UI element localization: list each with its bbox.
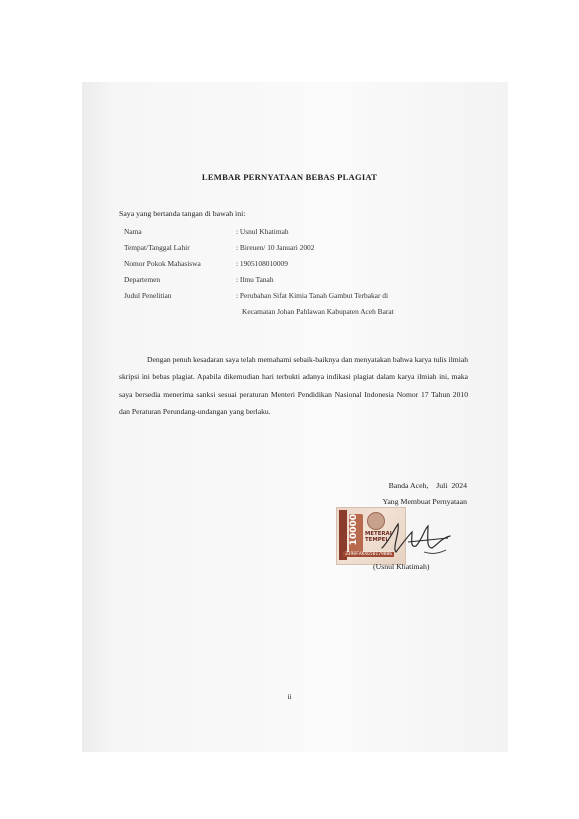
maker-label: Yang Membuat Pernyataan	[382, 497, 467, 506]
field-value-department: : Ilmu Tanah	[236, 275, 274, 284]
intro-text: Saya yang bertanda tangan di bawah ini:	[119, 209, 246, 218]
field-value-research-title-cont: Kecamatan Johan Pahlawan Kabupaten Aceh Barat	[242, 307, 394, 316]
field-label-department: Departemen	[124, 275, 161, 284]
field-label-npm: Nomor Pokok Mahasiswa	[124, 259, 201, 268]
field-label-name: Nama	[124, 227, 142, 236]
signer-name: (Usnul Khatimah)	[373, 562, 430, 571]
document-title: LEMBAR PERNYATAAN BEBAS PLAGIAT	[201, 172, 378, 182]
field-label-research-title: Judul Penelitian	[124, 291, 172, 300]
field-value-name: : Usnul Khatimah	[236, 227, 289, 236]
stamp-label: METERAI TEMPEL	[365, 531, 392, 543]
page-number: ii	[287, 692, 292, 701]
field-value-birth: : Bireuen/ 10 Januari 2002	[236, 243, 315, 252]
field-label-birth: Tempat/Tanggal Lahir	[124, 243, 190, 252]
statement-paragraph: Dengan penuh kesadaran saya telah memahami sebaik-baiknya dan menyatakan bahwa karya tulis ilmiah skripsi ini bebas plagiat. Apabila dikemudian hari terbukti adanya indikasi plagiat dalam karya ilmiah ini, maka saya bersedia menerima sanksi sesuai peraturan Menteri Pendidikan Nasional Indonesia Nomor 17 Tahun 2010 dan Peraturan Perundang-undangan yang berlaku.	[119, 355, 468, 417]
field-value-npm: : 1905108010009	[236, 259, 288, 268]
field-value-research-title: : Perubahan Sifat Kimia Tanah Gambut Terbakar di	[236, 291, 389, 300]
place-date: Banda Aceh, Juli 2024	[388, 481, 467, 490]
stamp-value: 10000	[349, 514, 359, 546]
stamp-serial: 3398FAKX650179886	[345, 552, 393, 557]
handwritten-signature	[378, 518, 454, 562]
